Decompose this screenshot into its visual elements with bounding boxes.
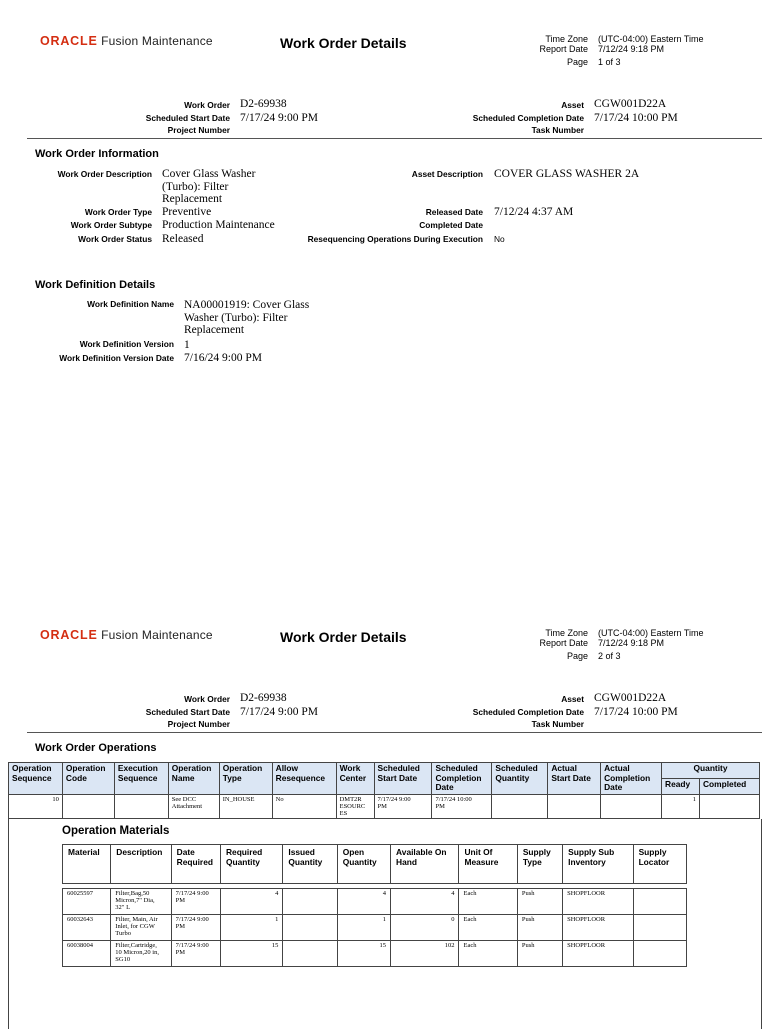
- work-definition-heading: Work Definition Details: [35, 279, 156, 291]
- cell-issued-quantity: [283, 941, 337, 967]
- work-order-label: Work Order: [184, 100, 230, 110]
- work-order-operations-heading: Work Order Operations: [35, 742, 157, 754]
- scheduled-start-value: 7/17/24 9:00 PM: [240, 112, 318, 124]
- work-order-description-value: Cover Glass Washer (Turbo): Filter Replacement: [162, 168, 256, 205]
- col-execution-sequence: Execution Sequence: [114, 763, 168, 795]
- work-definition-version-date-value: 7/16/24 9:00 PM: [184, 352, 262, 364]
- work-definition-version-value: 1: [184, 339, 190, 351]
- project-number-label: Project Number: [167, 125, 230, 135]
- cell-open-quantity: 4: [337, 889, 390, 915]
- logo-app-name: Fusion Maintenance: [101, 628, 213, 642]
- work-order-type-value: Preventive: [162, 206, 212, 218]
- col-required-quantity: Required Quantity: [220, 845, 282, 884]
- col-operation-type: Operation Type: [219, 763, 272, 795]
- cell-scheduled-completion-date: 7/17/24 10:00 PM: [432, 794, 492, 818]
- cell-date-required: 7/17/24 9:00 PM: [171, 941, 220, 967]
- work-order-description-label: Work Order Description: [57, 169, 152, 179]
- cell-completed: [699, 794, 759, 818]
- cell-supply-type: Push: [517, 941, 562, 967]
- col-scheduled-quantity: Scheduled Quantity: [492, 763, 548, 795]
- col-allow-resequence: Allow Resequence: [272, 763, 336, 795]
- cell-material: 60032643: [63, 915, 111, 941]
- col-material: Material: [63, 845, 111, 884]
- report-date-label: Report Date: [539, 44, 588, 54]
- asset-description-label: Asset Description: [411, 169, 483, 179]
- cell-open-quantity: 1: [337, 915, 390, 941]
- cell-actual-start-date: [548, 794, 601, 818]
- table-row: [63, 941, 687, 967]
- col-scheduled-start-date: Scheduled Start Date: [374, 763, 432, 795]
- cell-available-on-hand: 4: [391, 889, 459, 915]
- col-description: Description: [111, 845, 171, 884]
- asset-label: Asset: [561, 100, 584, 110]
- time-zone-label: Time Zone: [545, 628, 588, 638]
- col-scheduled-completion-date: Scheduled Completion Date: [432, 763, 492, 795]
- table-row: [63, 915, 687, 941]
- logo-oracle-word: ORACLE: [40, 34, 98, 48]
- work-definition-name-label: Work Definition Name: [87, 299, 174, 309]
- cell-unit-of-measure: Each: [459, 889, 517, 915]
- work-order-information-heading: Work Order Information: [35, 148, 159, 160]
- work-order-value: D2-69938: [240, 692, 287, 704]
- cell-issued-quantity: [283, 889, 337, 915]
- cell-required-quantity: 1: [220, 915, 282, 941]
- cell-operation-sequence: 10: [9, 794, 63, 818]
- operations-table: [8, 762, 760, 819]
- cell-date-required: 7/17/24 9:00 PM: [171, 889, 220, 915]
- time-zone-label: Time Zone: [545, 34, 588, 44]
- cell-available-on-hand: 102: [391, 941, 459, 967]
- work-definition-version-label: Work Definition Version: [79, 339, 174, 349]
- task-number-label: Task Number: [531, 719, 584, 729]
- work-order-status-label: Work Order Status: [78, 234, 152, 244]
- col-operation-name: Operation Name: [168, 763, 219, 795]
- asset-description-value: COVER GLASS WASHER 2A: [494, 168, 640, 180]
- col-completed: Completed: [699, 778, 759, 794]
- section-divider: [27, 732, 762, 733]
- col-date-required: Date Required: [171, 845, 220, 884]
- work-order-subtype-value: Production Maintenance: [162, 219, 275, 231]
- work-order-type-label: Work Order Type: [84, 207, 152, 217]
- project-number-label: Project Number: [167, 719, 230, 729]
- released-date-value: 7/12/24 4:37 AM: [494, 206, 574, 218]
- cell-supply-type: Push: [517, 915, 562, 941]
- cell-material: 60038004: [63, 941, 111, 967]
- work-definition-name-value: NA00001919: Cover Glass Washer (Turbo): Filter Replacement: [184, 299, 310, 336]
- col-open-quantity: Open Quantity: [337, 845, 390, 884]
- report-date-value: 7/12/24 9:18 PM: [598, 638, 665, 648]
- task-number-label: Task Number: [531, 125, 584, 135]
- page-number-label: Page: [566, 57, 588, 67]
- work-order-label: Work Order: [184, 694, 230, 704]
- col-issued-quantity: Issued Quantity: [283, 845, 337, 884]
- oracle-logo: [40, 34, 213, 48]
- scheduled-completion-value: 7/17/24 10:00 PM: [594, 112, 678, 124]
- cell-execution-sequence: [114, 794, 168, 818]
- col-quantity-group: Quantity: [662, 763, 760, 779]
- completed-date-label: Completed Date: [419, 220, 483, 230]
- scheduled-completion-value: 7/17/24 10:00 PM: [594, 706, 678, 718]
- resequencing-value: No: [494, 234, 505, 244]
- cell-supply-sub-inventory: SHOPFLOOR: [563, 889, 633, 915]
- materials-header-row: [63, 845, 687, 884]
- cell-operation-code: [62, 794, 114, 818]
- page-title: Work Order Details: [280, 629, 407, 645]
- operations-header-row: [9, 763, 760, 779]
- cell-issued-quantity: [283, 915, 337, 941]
- cell-supply-locator: [633, 889, 686, 915]
- page-number-label: Page: [566, 651, 588, 661]
- cell-description: Filter,Bag,50 Micron,7" Dia, 32" L: [111, 889, 171, 915]
- col-operation-sequence: Operation Sequence: [9, 763, 63, 795]
- scheduled-completion-label: Scheduled Completion Date: [472, 707, 584, 717]
- cell-scheduled-start-date: 7/17/24 9:00 PM: [374, 794, 432, 818]
- col-unit-of-measure: Unit Of Measure: [459, 845, 517, 884]
- work-order-status-value: Released: [162, 233, 204, 245]
- cell-supply-sub-inventory: SHOPFLOOR: [563, 915, 633, 941]
- asset-value: CGW001D22A: [594, 692, 667, 704]
- cell-actual-completion-date: [601, 794, 662, 818]
- col-available-on-hand: Available On Hand: [391, 845, 459, 884]
- cell-work-center: DMT2R ESOURC ES: [336, 794, 374, 818]
- page-number-value: 1 of 3: [598, 57, 621, 67]
- scheduled-completion-label: Scheduled Completion Date: [472, 113, 584, 123]
- cell-available-on-hand: 0: [391, 915, 459, 941]
- table-row: [9, 794, 760, 818]
- materials-table: [62, 844, 687, 967]
- cell-ready: 1: [662, 794, 700, 818]
- released-date-label: Released Date: [425, 207, 483, 217]
- page-title: Work Order Details: [280, 35, 407, 51]
- cell-description: Filter,Cartridge, 10 Micron,20 in, SG10: [111, 941, 171, 967]
- col-supply-sub-inventory: Supply Sub Inventory: [563, 845, 633, 884]
- col-actual-start-date: Actual Start Date: [548, 763, 601, 795]
- work-order-subtype-label: Work Order Subtype: [70, 220, 152, 230]
- report-date-value: 7/12/24 9:18 PM: [598, 44, 665, 54]
- col-actual-completion-date: Actual Completion Date: [601, 763, 662, 795]
- logo-app-name: Fusion Maintenance: [101, 34, 213, 48]
- work-definition-version-date-label: Work Definition Version Date: [59, 353, 174, 363]
- cell-supply-locator: [633, 915, 686, 941]
- cell-supply-sub-inventory: SHOPFLOOR: [563, 941, 633, 967]
- cell-required-quantity: 4: [220, 889, 282, 915]
- page-number-value: 2 of 3: [598, 651, 621, 661]
- cell-description: Filter, Main, Air Inlet, for CGW Turbo: [111, 915, 171, 941]
- col-supply-locator: Supply Locator: [633, 845, 686, 884]
- cell-open-quantity: 15: [337, 941, 390, 967]
- table-row: [63, 889, 687, 915]
- scheduled-start-value: 7/17/24 9:00 PM: [240, 706, 318, 718]
- cell-scheduled-quantity: [492, 794, 548, 818]
- resequencing-label: Resequencing Operations During Execution: [307, 234, 483, 244]
- cell-operation-type: IN_HOUSE: [219, 794, 272, 818]
- cell-unit-of-measure: Each: [459, 915, 517, 941]
- scheduled-start-label: Scheduled Start Date: [145, 113, 230, 123]
- col-ready: Ready: [662, 778, 700, 794]
- work-order-value: D2-69938: [240, 98, 287, 110]
- logo-oracle-word: ORACLE: [40, 628, 98, 642]
- report-date-label: Report Date: [539, 638, 588, 648]
- col-work-center: Work Center: [336, 763, 374, 795]
- cell-supply-type: Push: [517, 889, 562, 915]
- operation-materials-heading: Operation Materials: [62, 825, 170, 837]
- cell-allow-resequence: No: [272, 794, 336, 818]
- col-supply-type: Supply Type: [517, 845, 562, 884]
- time-zone-value: (UTC-04:00) Eastern Time: [598, 34, 704, 44]
- col-operation-code: Operation Code: [62, 763, 114, 795]
- section-divider: [27, 138, 762, 139]
- asset-value: CGW001D22A: [594, 98, 667, 110]
- cell-unit-of-measure: Each: [459, 941, 517, 967]
- asset-label: Asset: [561, 694, 584, 704]
- cell-date-required: 7/17/24 9:00 PM: [171, 915, 220, 941]
- time-zone-value: (UTC-04:00) Eastern Time: [598, 628, 704, 638]
- oracle-logo: [40, 628, 213, 642]
- cell-material: 60025597: [63, 889, 111, 915]
- cell-required-quantity: 15: [220, 941, 282, 967]
- cell-supply-locator: [633, 941, 686, 967]
- scheduled-start-label: Scheduled Start Date: [145, 707, 230, 717]
- cell-operation-name: See DCC Attachment: [168, 794, 219, 818]
